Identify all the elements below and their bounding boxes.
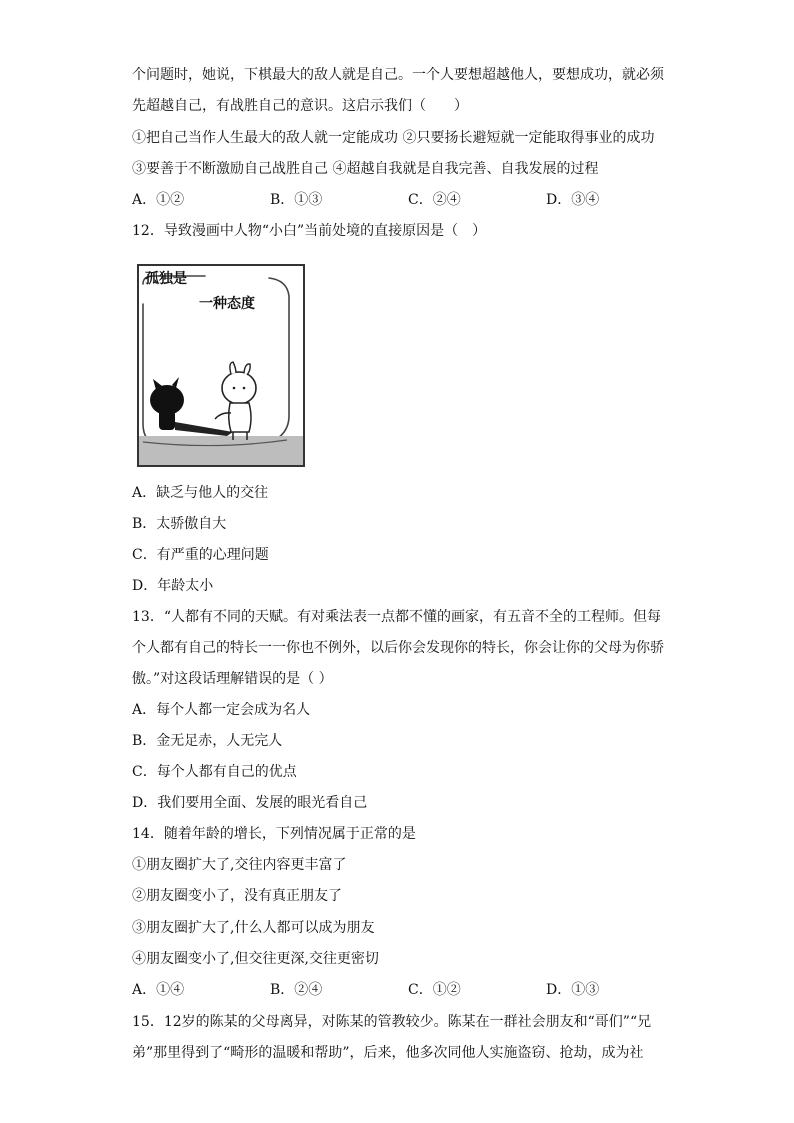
q11-option-c[interactable]: C．②④ [408, 192, 461, 208]
cartoon-drawing [137, 264, 305, 467]
q13-option-c[interactable]: C．每个人都有自己的优点 [132, 764, 297, 780]
q13-option-d[interactable]: D．我们要用全面、发展的眼光看自己 [132, 795, 368, 811]
q13-option-a[interactable]: A．每个人都一定会成为名人 [132, 702, 311, 718]
q14-stem: 14．随着年龄的增长，下列情况属于正常的是 [132, 826, 416, 842]
q14-options [132, 980, 672, 1000]
q12-option-d[interactable]: D．年龄太小 [132, 578, 214, 594]
q12-option-b[interactable]: B．太骄傲自大 [132, 516, 227, 532]
q11-options [132, 190, 672, 210]
q11-option-b[interactable]: B．①③ [270, 192, 323, 208]
q11-option-a[interactable]: A．①② [132, 192, 185, 208]
q15-text-line-2: 弟”那里得到了“畸形的温暖和帮助”，后来，他多次同他人实施盗窃、抢劫，成为社 [132, 1045, 644, 1061]
q14-statement-1: ①朋友圈扩大了,交往内容更丰富了 [132, 857, 347, 873]
cartoon-title-2: 一种态度 [199, 296, 255, 312]
q11-statement-3-4: ③要善于不断激励自己战胜自己 ④超越自我就是自我完善、自我发展的过程 [132, 161, 599, 177]
q11-option-d[interactable]: D．③④ [546, 192, 600, 208]
q14-option-b[interactable]: B．②④ [270, 982, 323, 998]
q14-option-c[interactable]: C．①② [408, 982, 461, 998]
q15-text-line-1: 15．12岁的陈某的父母离异，对陈某的管教较少。陈某在一群社会朋友和“哥们”“兄 [132, 1014, 652, 1030]
q13-text-line-1: 13．“人都有不同的天赋。有对乘法表一点都不懂的画家，有五音不全的工程师。但每 [132, 609, 661, 625]
q14-statement-4: ④朋友圈变小了,但交往更深,交往更密切 [132, 951, 379, 967]
q14-statement-2: ②朋友圈变小了，没有真正朋友了 [132, 888, 342, 904]
q12-cartoon [137, 264, 305, 467]
q12-option-c[interactable]: C．有严重的心理问题 [132, 547, 269, 563]
cartoon-title-1: 孤独是 [145, 271, 187, 287]
q13-text-line-3: 傲。”对这段话理解错误的是（ ） [132, 671, 333, 687]
q12-option-a[interactable]: A．缺乏与他人的交往 [132, 485, 269, 501]
q11-text-line-2: 先超越自己，有战胜自己的意识。这启示我们（ ） [132, 98, 468, 114]
q14-option-d[interactable]: D．①③ [546, 982, 600, 998]
q11-text-line-1: 个问题时，她说，下棋最大的敌人就是自己。一个人要想超越他人，要想成功，就必须 [132, 67, 664, 83]
q11-statement-1-2: ①把自己当作人生最大的敌人就一定能成功 ②只要扬长避短就一定能取得事业的成功 [132, 130, 655, 146]
q12-stem: 12．导致漫画中人物“小白”当前处境的直接原因是（ ） [132, 223, 487, 239]
q13-text-line-2: 个人都有自己的特长一一你也不例外，以后你会发现你的特长，你会让你的父母为你骄 [132, 640, 664, 656]
q14-option-a[interactable]: A．①④ [132, 982, 185, 998]
q13-option-b[interactable]: B．金无足赤，人无完人 [132, 733, 283, 749]
q14-statement-3: ③朋友圈扩大了,什么人都可以成为朋友 [132, 920, 375, 936]
